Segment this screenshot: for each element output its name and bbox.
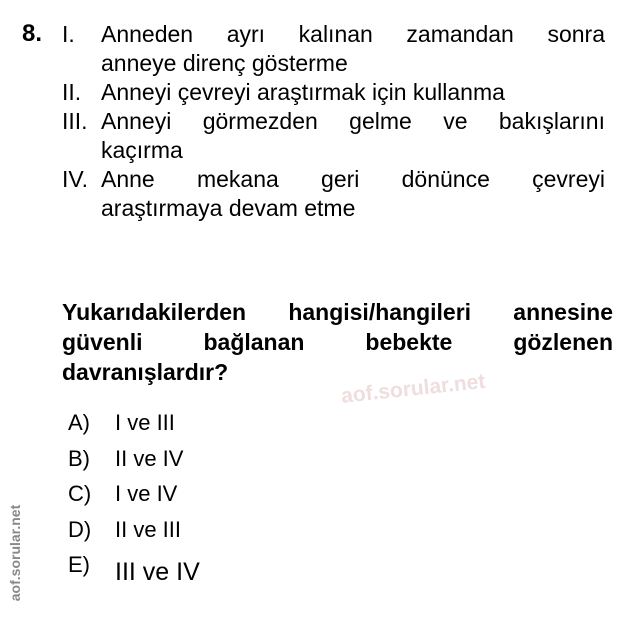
option-e-letter[interactable]: E) <box>68 552 90 577</box>
item-text: Anne mekana geri dönünce çevreyi <box>101 166 605 192</box>
item-numeral: III. <box>62 108 88 134</box>
option-a-letter[interactable]: A) <box>68 410 90 435</box>
item-numeral: II. <box>62 79 82 105</box>
item-text: Anneyi görmezden gelme ve bakışlarını <box>101 108 605 134</box>
item-numeral: IV. <box>62 166 89 192</box>
option-e-text[interactable]: III ve IV <box>115 558 200 586</box>
option-c-text[interactable]: I ve IV <box>115 481 178 506</box>
watermark: aof.sorular.net <box>340 369 487 408</box>
option-b-letter[interactable]: B) <box>68 446 90 471</box>
option-b-text[interactable]: II ve IV <box>115 446 184 471</box>
question-prompt: Yukarıdakilerden hangisi/hangileri annesine <box>62 299 613 325</box>
side-watermark: aof.sorular.net <box>7 504 23 602</box>
item-numeral: I. <box>62 21 75 47</box>
option-d-letter[interactable]: D) <box>68 517 92 542</box>
item-text: araştırmaya devam etme <box>101 195 356 221</box>
question-prompt: davranışlardır? <box>62 359 229 385</box>
item-text: kaçırma <box>101 137 183 163</box>
option-a-text[interactable]: I ve III <box>115 410 175 435</box>
item-text: Anneden ayrı kalınan zamandan sonra <box>101 21 605 47</box>
option-d-text[interactable]: II ve III <box>115 517 182 542</box>
item-text: Anneyi çevreyi araştırmak için kullanma <box>101 79 505 105</box>
item-text: anneye direnç gösterme <box>101 50 348 76</box>
question-prompt: güvenli bağlanan bebekte gözlenen <box>62 329 613 355</box>
question-number: 8. <box>22 20 43 47</box>
option-c-letter[interactable]: C) <box>68 481 92 506</box>
